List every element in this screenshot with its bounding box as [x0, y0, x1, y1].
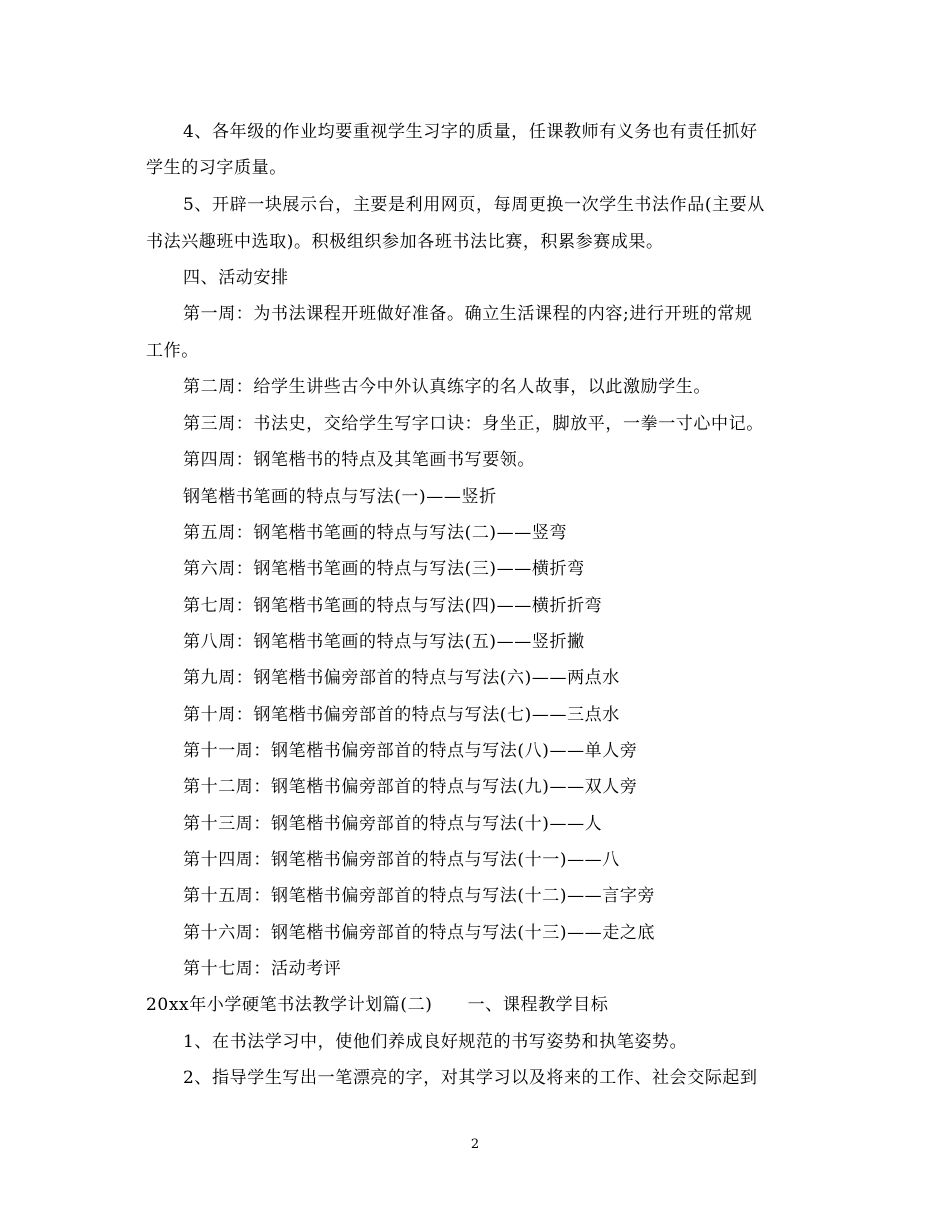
paragraph-line: 第十五周：钢笔楷书偏旁部首的特点与写法(十二)——言字旁 [183, 886, 656, 906]
paragraph-line: 第一周：为书法课程开班做好准备。确立生活课程的内容;进行开班的常规 [183, 304, 753, 324]
paragraph-line: 学生的习字质量。 [146, 158, 287, 178]
paragraph-line: 第六周：钢笔楷书笔画的特点与写法(三)——横折弯 [183, 559, 585, 579]
paragraph-line: 第七周：钢笔楷书笔画的特点与写法(四)——横折折弯 [183, 596, 603, 616]
paragraph-line: 第十六周：钢笔楷书偏旁部首的特点与写法(十三)——走之底 [183, 923, 656, 943]
paragraph-line: 第三周：书法史，交给学生写字口诀：身坐正，脚放平，一拳一寸心中记。 [183, 414, 764, 434]
paragraph-line: 2、指导学生写出一笔漂亮的字，对其学习以及将来的工作、社会交际起到 [183, 1068, 758, 1088]
paragraph-line: 第十四周：钢笔楷书偏旁部首的特点与写法(十一)——八 [183, 850, 620, 870]
paragraph-line: 第二周：给学生讲些古今中外认真练字的名人故事，以此激励学生。 [183, 377, 711, 397]
paragraph-line: 钢笔楷书笔画的特点与写法(一)——竖折 [183, 487, 497, 507]
paragraph-line: 第十一周：钢笔楷书偏旁部首的特点与写法(八)——单人旁 [183, 741, 638, 761]
paragraph-line: 书法兴趣班中选取)。积极组织参加各班书法比赛，积累参赛成果。 [146, 232, 664, 252]
paragraph-line: 第八周：钢笔楷书笔画的特点与写法(五)——竖折撇 [183, 632, 585, 652]
paragraph-line: 5、开辟一块展示台，主要是利用网页，每周更换一次学生书法作品(主要从 [183, 195, 765, 215]
section-heading: 四、活动安排 [183, 268, 289, 288]
paragraph-line: 第十二周：钢笔楷书偏旁部首的特点与写法(九)——双人旁 [183, 777, 638, 797]
paragraph-line: 第九周：钢笔楷书偏旁部首的特点与写法(六)——两点水 [183, 668, 620, 688]
paragraph-line: 第四周：钢笔楷书的特点及其笔画书写要领。 [183, 450, 535, 470]
page-number: 2 [470, 1137, 480, 1152]
paragraph-line: 第五周：钢笔楷书笔画的特点与写法(二)——竖弯 [183, 523, 568, 543]
document-title: 20xx年小学硬笔书法教学计划篇(二) 一、课程教学目标 [146, 995, 609, 1015]
paragraph-line: 4、各年级的作业均要重视学生习字的质量，任课教师有义务也有责任抓好 [183, 122, 758, 142]
paragraph-line: 1、在书法学习中，使他们养成良好规范的书写姿势和执笔姿势。 [183, 1032, 688, 1052]
paragraph-line: 第十三周：钢笔楷书偏旁部首的特点与写法(十)——人 [183, 814, 603, 834]
paragraph-line: 第十周：钢笔楷书偏旁部首的特点与写法(七)——三点水 [183, 705, 620, 725]
paragraph-line: 第十七周：活动考评 [183, 959, 342, 979]
paragraph-line: 工作。 [146, 341, 199, 361]
